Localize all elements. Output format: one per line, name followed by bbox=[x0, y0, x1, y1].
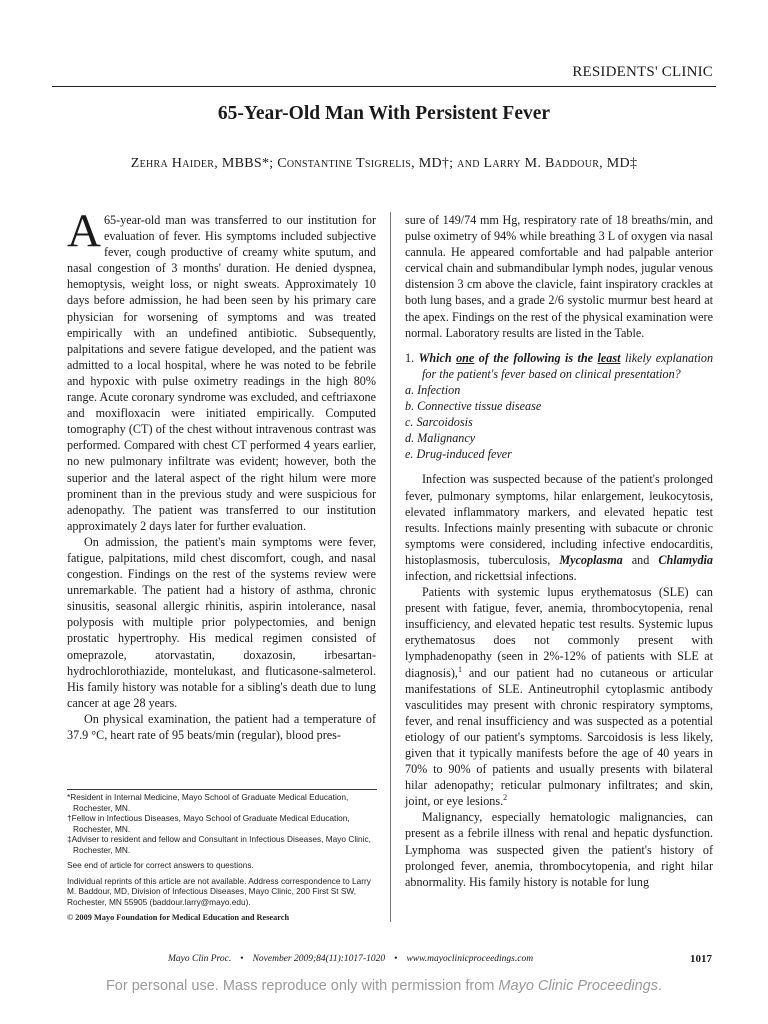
right-column bbox=[405, 212, 713, 890]
left-column bbox=[67, 205, 376, 743]
admission-paragraph: On admission, the patient's main symptoms were fever, fatigue, palpitations, mild chest discomfort, cough, and nasal congestion. Findings on the rest of the systems review were unremarkable. The patient had a history of asthma, chronic sinusitis, seasonal allergic rhinitis, aspirin intolerance, nasal polyposis with multiple prior polypectomies, and benign prostatic hypertrophy. His medical regimen consisted of omeprazole, atorvastatin, doxazosin, irbesartan-hydrochlorothiazide, montelukast, and fluticasone-salmeterol. His family history was notable for a sibling's death due to lung cancer at age 28 years. bbox=[67, 534, 376, 710]
article-title: 65-Year-Old Man With Persistent Fever bbox=[217, 103, 551, 124]
page-number: 1017 bbox=[690, 953, 712, 965]
answer-option: b. Connective tissue disease bbox=[405, 399, 542, 414]
journal-url: www.mayoclinicproceedings.com bbox=[406, 954, 534, 964]
answer-option: c. Sarcoidosis bbox=[405, 415, 473, 430]
footnote: ‡Adviser to resident and fellow and Consultant in Infectious Diseases, Mayo Clinic, Rochester, MN. bbox=[67, 834, 371, 855]
infection-paragraph: Infection was suspected because of the patient's prolonged fever, pulmonary symptoms, hilar enlargement, leukocytosis, elevated inflammatory markers, and elevated hepatic test results. Infections mainly presenting with subacute or chronic symptoms were considered, including infective endocarditis, histoplasmosis, tuberculosis, Mycoplasma and Chlamydia infection, and rickettsial infections. bbox=[405, 472, 713, 583]
malignancy-paragraph: Malignancy, especially hematologic malignancies, can present as a febrile illness with renal and hepatic dysfunction. Lymphoma was suspected given the patient's history of prolonged fever, anemia, thrombocytopenia, and right hilar abnormality. His family history is notable for lung bbox=[405, 810, 713, 889]
copyright: © 2009 Mayo Foundation for Medical Education and Research bbox=[67, 913, 290, 922]
answers-note: See end of article for correct answers to questions. bbox=[67, 860, 254, 870]
exam-paragraph: On physical examination, the patient had a temperature of 37.9 °C, heart rate of 95 beats/min (regular), blood pres- bbox=[67, 711, 376, 742]
answer-option: d. Malignancy bbox=[405, 431, 476, 446]
drop-cap: A bbox=[67, 205, 101, 257]
header-rule bbox=[52, 86, 716, 87]
intro-paragraph bbox=[67, 205, 376, 534]
answer-option: a. Infection bbox=[405, 382, 461, 397]
answer-option: e. Drug-induced fever bbox=[405, 447, 512, 462]
citation-ref: 1 bbox=[457, 664, 462, 674]
running-footer: Mayo Clin Proc. • November 2009;84(11):1017-1020 • www.mayoclinicproceedings.com bbox=[168, 954, 534, 964]
reprints-note: Individual reprints of this article are not available. Address correspondence to Larry M. Baddour, MD, Division of Infectious Diseases, Mayo Clinic, 200 First St SW, Rochester, MN 55905 (baddour.larry@mayo.edu). bbox=[67, 875, 371, 907]
author-line: Zehra Haider, MBBS*; Constantine Tsigrelis, MD†; and Larry M. Baddour, MD‡ bbox=[130, 156, 638, 171]
question-1 bbox=[405, 350, 713, 463]
section-label: RESIDENTS' CLINIC bbox=[572, 64, 713, 80]
footnotes bbox=[67, 789, 377, 924]
column-divider bbox=[390, 212, 391, 922]
permission-notice: For personal use. Mass reproduce only with permission from Mayo Clinic Proceedings. bbox=[105, 978, 663, 994]
citation-ref: 2 bbox=[503, 793, 508, 803]
footnote: *Resident in Internal Medicine, Mayo School of Graduate Medical Education, Rochester, MN. bbox=[67, 792, 349, 813]
footnote: †Fellow in Infectious Diseases, Mayo School of Graduate Medical Education, Rochester, MN. bbox=[67, 813, 350, 834]
sle-paragraph: Patients with systemic lupus erythematosus (SLE) can present with fatigue, fever, anemia, thrombocytopenia, renal insufficiency, and elevated hepatic test results. Systemic lupus erythematosus does not commonly present with lymphadenopathy (seen in 2%-12% of patients with SLE at diagnosis),$^1$ and our patient had no cutaneous or articular manifestations of SLE. Antineutrophil cytoplasmic antibody vasculitides may present with chronic respiratory symptoms, fever, and renal insufficiency and was suspected as a potential etiology of our patient's symptoms. Sarcoidosis is less likely, given that it typically manifests before the age of 40 years in 70% to 90% of patients and usually presents with bilateral hilar adenopathy; reticular pulmonary infiltrates; and skin, joint, or eye lesions.$^2$ bbox=[405, 585, 714, 809]
intro-text: 65-year-old man was transferred to our institution for evaluation of fever. His symptoms included subjective fever, cough productive of creamy white sputum, and nasal congestion of 3 months' duration. He denied dyspnea, hemoptysis, weight loss, or night sweats. Approximately 10 days before admission, he had been seen by his primary care physician for worsening of symptoms and was treated empirically with an undefined antibiotic. Subsequently, palpitations and severe fatigue developed, and the patient was admitted to a local hospital, where he was noted to be febrile and hypoxic with pulse oximetry readings in the high 80% range. Acute coronary syndrome was excluded, and ceftriaxone and moxifloxacin were initiated empirically. Computed tomography (CT) of the chest without intravenous contrast was performed. Compared with chest CT performed 4 years earlier, no new pulmonary infiltrate was evident; however, both the superior and the lateral aspect of the right hilum were more prominent than in the previous study and were suspicious for adenopathy. The patient was transferred to our institution approximately 2 days later for further evaluation. bbox=[67, 213, 376, 533]
question-stem: 1. Which one of the following is the least likely explanation for the patient's fever based on clinical presentation? bbox=[405, 350, 714, 381]
exam-continued-paragraph: sure of 149/74 mm Hg, respiratory rate of 18 breaths/min, and pulse oximetry of 94% while breathing 3 L of oxygen via nasal cannula. He appeared comfortable and had palpable anterior cervical chain and submandibular lymph nodes, jugular venous distension 3 cm above the clavicle, faint inspiratory crackles at both lung bases, and a grade 2/6 systolic murmur best heard at the apex. Findings on the rest of the physical examination were normal. Laboratory results are listed in the Table. bbox=[405, 213, 713, 340]
